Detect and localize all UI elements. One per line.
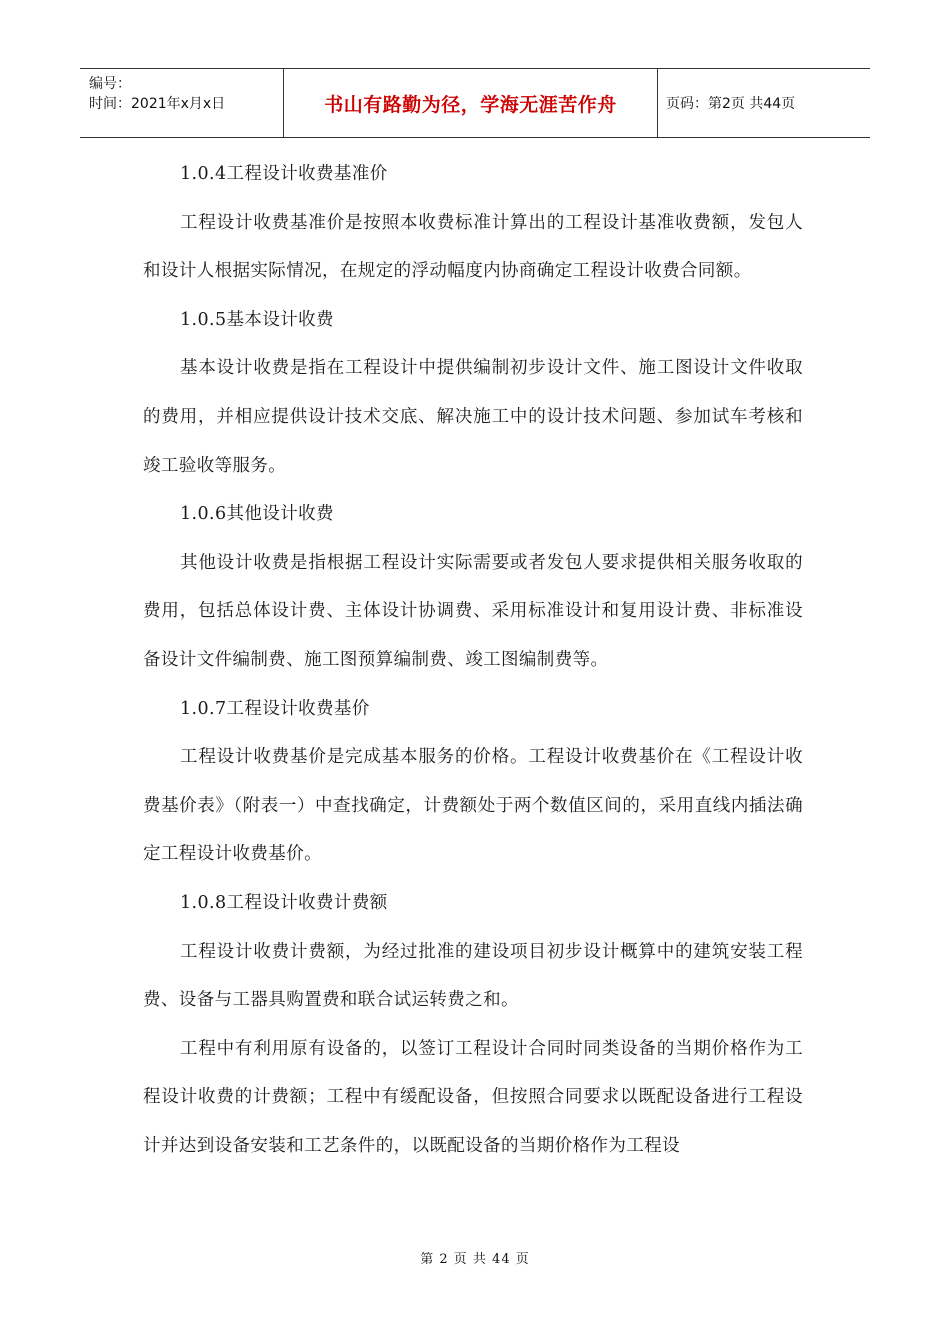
section-paragraph: 基本设计收费是指在工程设计中提供编制初步设计文件、施工图设计文件收取的费用，并相应提供设计技术交底、解决施工中的设计技术问题、参加试车考核和竣工验收等服务。 [143,358,803,476]
section-heading: 1.0.8工程设计收费计费额 [180,892,388,913]
document-time-label: 时间：2021年x月x日 [89,96,226,112]
document-code-label: 编号： [89,76,131,92]
section-heading: 1.0.7工程设计收费基价 [180,698,370,719]
document-body [143,150,803,1170]
section-paragraph: 其他设计收费是指根据工程设计实际需要或者发包人要求提供相关服务收取的费用，包括总体设计费、主体设计协调费、采用标准设计和复用设计费、非标准设备设计文件编制费、施工图预算编制费、竣工图编制费等。 [143,552,803,670]
section-heading: 1.0.4工程设计收费基准价 [180,164,388,184]
header-meta [80,69,284,137]
document-header [80,68,870,138]
header-motto: 书山有路勤为径，学海无涯苦作舟 [284,69,658,137]
section-heading: 1.0.6其他设计收费 [180,504,334,525]
section-paragraph: 工程设计收费基准价是按照本收费标准计算出的工程设计基准收费额，发包人和设计人根据实际情况，在规定的浮动幅度内协商确定工程设计收费合同额。 [143,212,803,282]
section-paragraph: 工程设计收费基价是完成基本服务的价格。工程设计收费基价在《工程设计收费基价表》（附表一）中查找确定，计费额处于两个数值区间的，采用直线内插法确定工程设计收费基价。 [143,747,803,865]
section-paragraph: 工程设计收费计费额，为经过批准的建设项目初步设计概算中的建筑安装工程费、设备与工器具购置费和联合试运转费之和。 [143,941,803,1011]
section-heading: 1.0.5基本设计收费 [180,309,334,330]
header-page-info: 页码：第2页 共44页 [666,96,796,112]
section-paragraph: 工程中有利用原有设备的，以签订工程设计合同时同类设备的当期价格作为工程设计收费的计费额；工程中有缓配设备，但按照合同要求以既配设备进行工程设计并达到设备安装和工艺条件的，以既配设备的当期价格作为工程设 [143,1038,803,1156]
page-footer: 第 2 页 共 44 页 [420,1252,530,1267]
